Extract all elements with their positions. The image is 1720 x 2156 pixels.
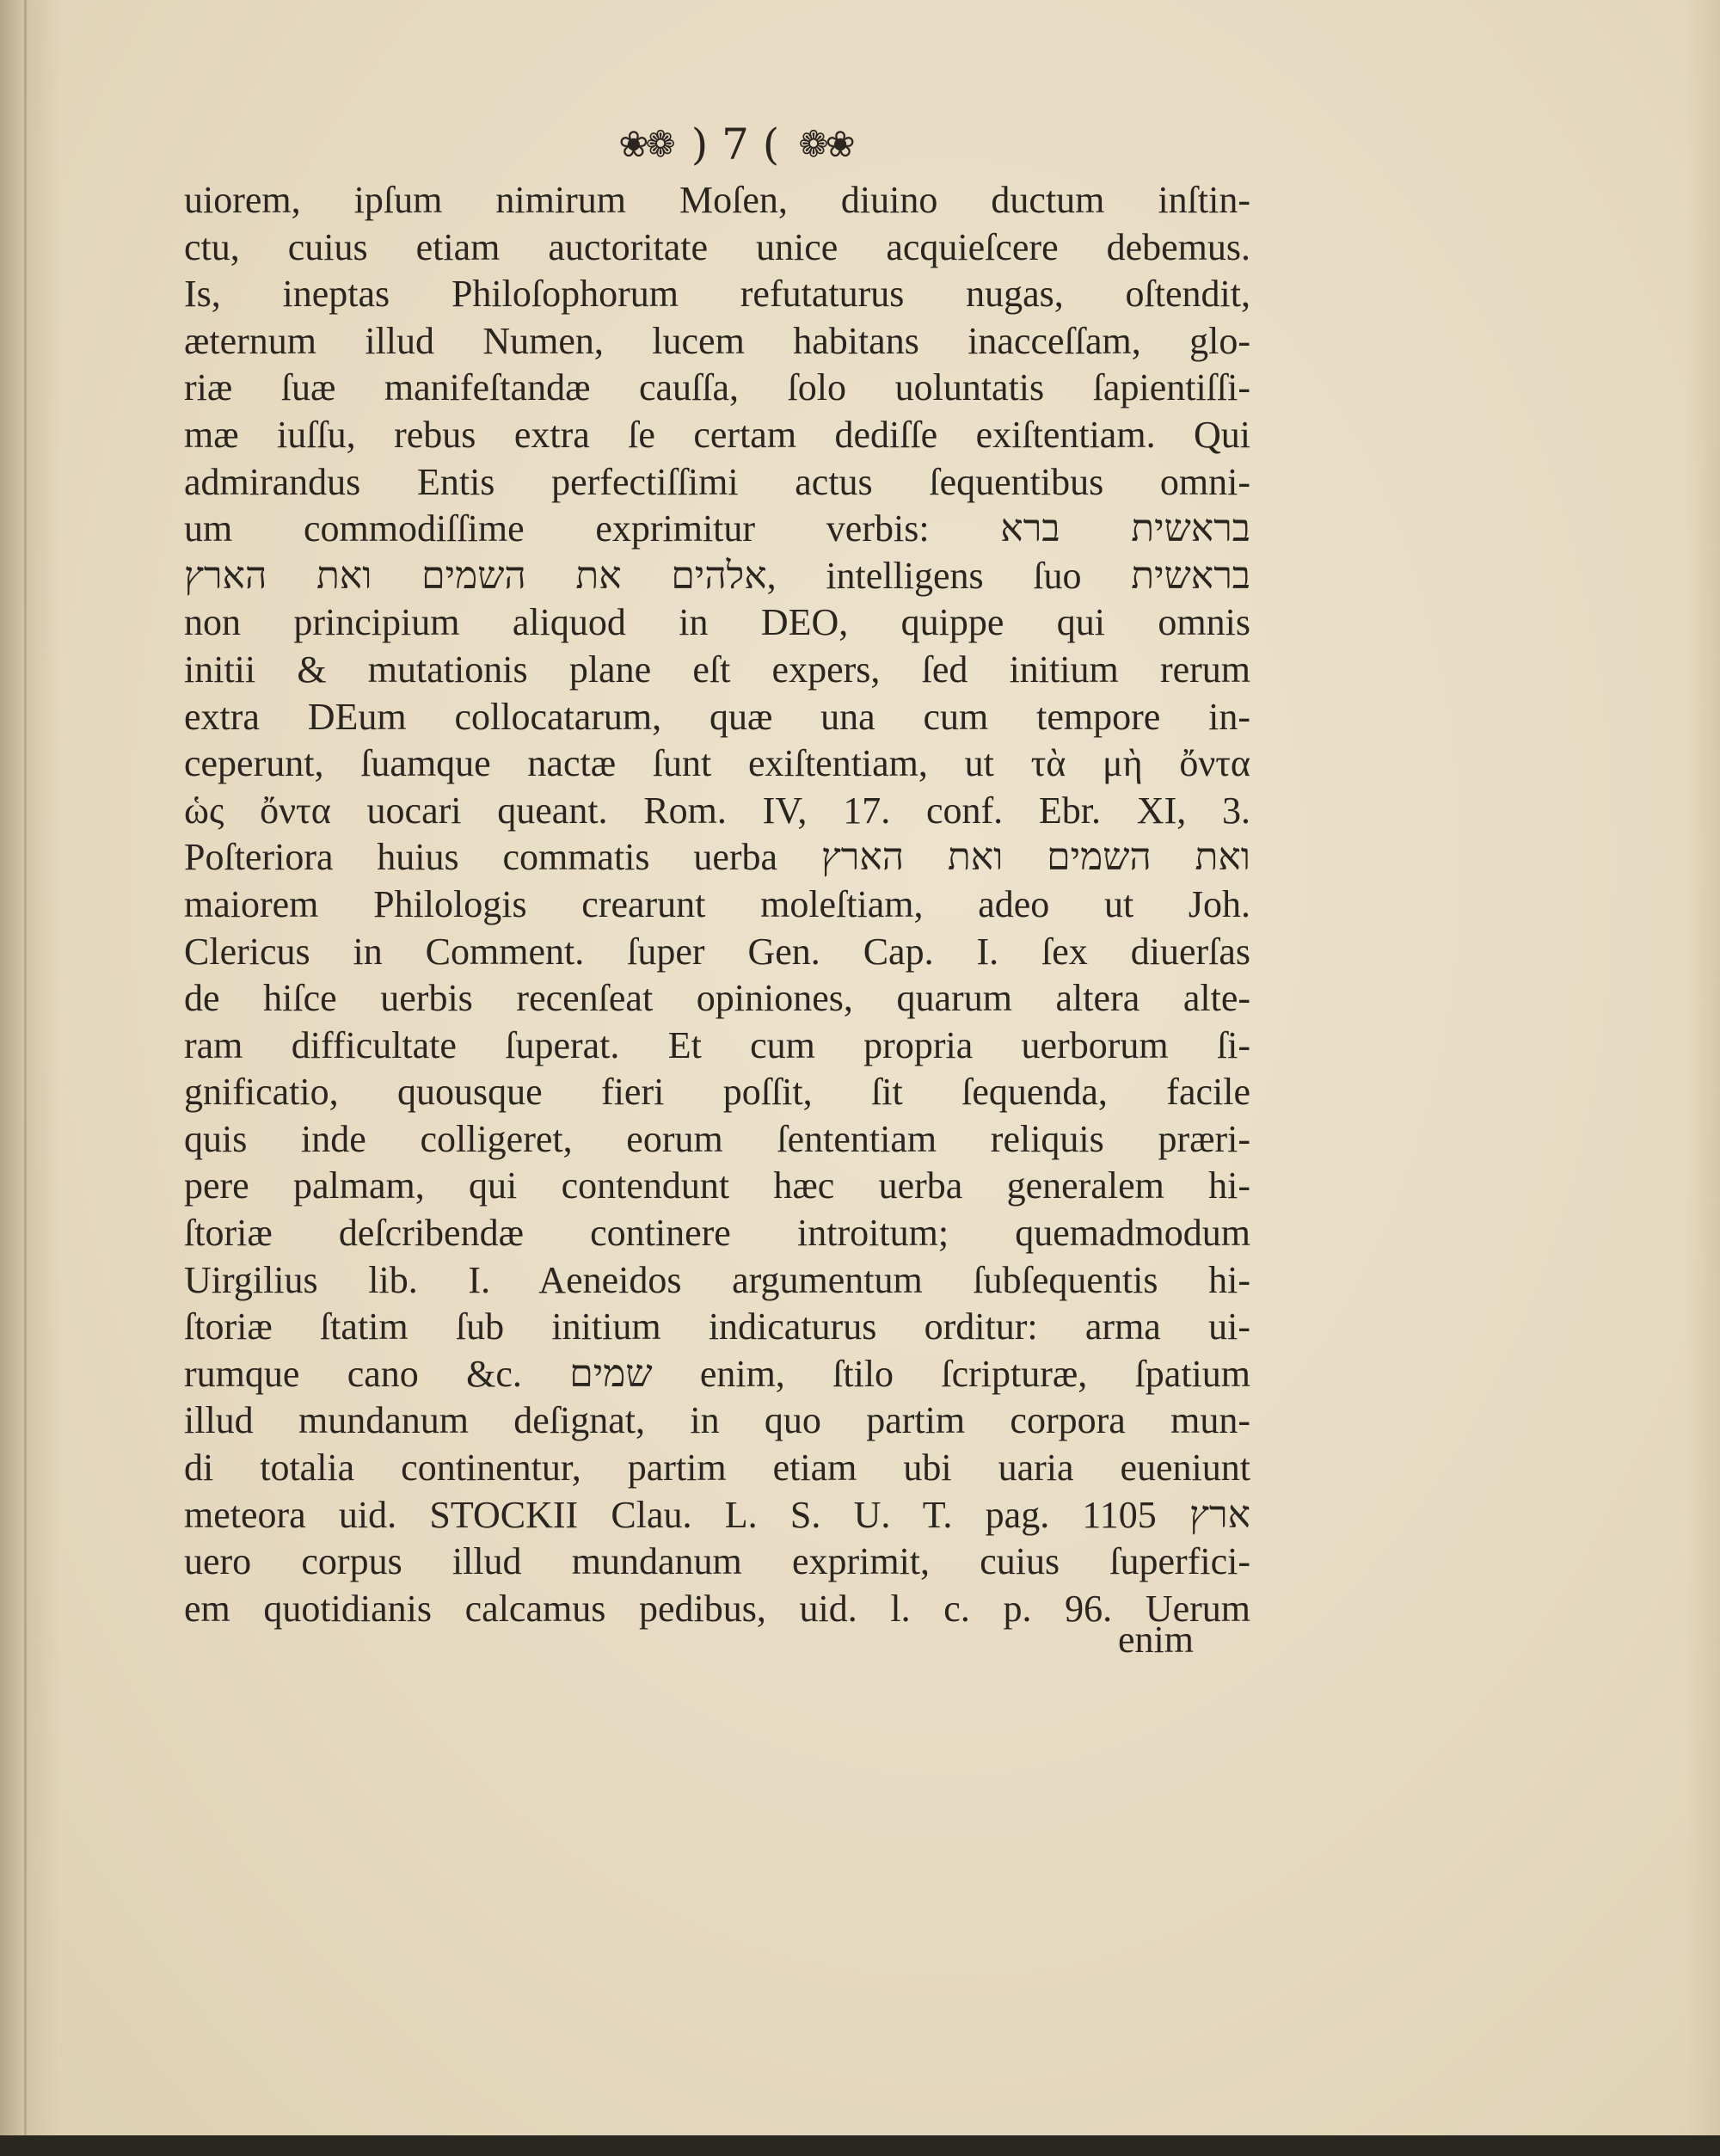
text-line: Clericus in Comment. ſuper Gen. Cap. I. ſex diuerſas: [184, 930, 1250, 973]
text-line: admirandus Entis perfectiſſimi actus ſequentibus omni-: [184, 460, 1250, 503]
text-line: illud mundanum deſignat, in quo partim corpora mun-: [184, 1399, 1250, 1442]
text-line: di totalia continentur, partim etiam ubi uaria eueniunt: [184, 1447, 1250, 1490]
left-ornament-icon: ❀❁: [618, 123, 673, 165]
text-line: uiorem, ipſum nimirum Moſen, diuino ductum inſtin-: [184, 179, 1250, 221]
text-line: meteora uid. STOCKII Clau. L. S. U. T. pag. 1105 ארץ: [184, 1493, 1250, 1536]
page-edge: [1686, 0, 1720, 2156]
text-line: æternum illud Numen, lucem habitans inacceſſam, glo-: [184, 319, 1250, 362]
text-line: mæ iuſſu, rebus extra ſe certam dediſſe exiſtentiam. Qui: [184, 413, 1250, 456]
page-bottom-edge: [0, 2135, 1720, 2156]
text-line: gnificatio, quousque fieri poſſit, ſit ſequenda, facile: [184, 1071, 1250, 1114]
text-line: Is, ineptas Philoſophorum refutaturus nugas, oſtendit,: [184, 273, 1250, 316]
binding-shadow: [0, 0, 60, 2156]
text-line: non principium aliquod in DEO, quippe qui omnis: [184, 601, 1250, 644]
right-ornament-icon: ❁❀: [798, 123, 852, 165]
text-line: pere palmam, qui contendunt hæc uerba generalem hi-: [184, 1164, 1250, 1207]
text-line: riæ ſuæ manifeſtandæ cauſſa, ſolo uoluntatis ſapientiſſi-: [184, 366, 1250, 409]
text-line: rumque cano &c. שמים enim, ſtilo ſcripturæ, ſpatium: [184, 1352, 1250, 1395]
text-line: em quotidianis calcamus pedibus, uid. l. c. p. 96. Uerum: [184, 1587, 1250, 1630]
text-line: quis inde colligeret, eorum ſententiam reliquis præri-: [184, 1117, 1250, 1160]
catchword: enim: [1118, 1619, 1194, 1661]
text-line: um commodiſſime exprimitur verbis: בראשית ברא: [184, 507, 1250, 550]
text-line: maiorem Philologis crearunt moleſtiam, adeo ut Joh.: [184, 882, 1250, 925]
text-line: Poſteriora huius commatis uerba ואת השמים ואת הארץ: [184, 836, 1250, 879]
text-line: ſtoriæ ſtatim ſub initium indicaturus orditur: arma ui-: [184, 1305, 1250, 1348]
text-line: אלהים את השמים ואת הארץ, intelligens ſuo בראשית: [184, 554, 1250, 597]
text-line: ſtoriæ deſcribendæ continere introitum; quemadmodum: [184, 1212, 1250, 1255]
text-line: uero corpus illud mundanum exprimit, cuius ſuperfici-: [184, 1540, 1250, 1583]
page-header: [563, 119, 907, 170]
text-line: ram difficultate ſuperat. Et cum propria uerborum ſi-: [184, 1023, 1250, 1066]
binding-gutter: [24, 0, 27, 2156]
body-text: [184, 177, 1250, 1632]
text-line: extra DEum collocatarum, quæ una cum tempore in-: [184, 695, 1250, 738]
text-line: de hiſce uerbis recenſeat opiniones, quarum altera alte-: [184, 977, 1250, 1020]
text-line: initii & mutationis plane eſt expers, ſed initium rerum: [184, 648, 1250, 691]
text-line: ceperunt, ſuamque nactæ ſunt exiſtentiam, ut τὰ μὴ ὄντα: [184, 742, 1250, 785]
page-number: ) 7 (: [691, 120, 780, 169]
text-line: Uirgilius lib. I. Aeneidos argumentum ſubſequentis hi-: [184, 1258, 1250, 1301]
text-line: ὡς ὄντα uocari queant. Rom. IV, 17. conf. Ebr. XI, 3.: [184, 789, 1250, 832]
text-line: ctu, cuius etiam auctoritate unice acquieſcere debemus.: [184, 225, 1250, 268]
